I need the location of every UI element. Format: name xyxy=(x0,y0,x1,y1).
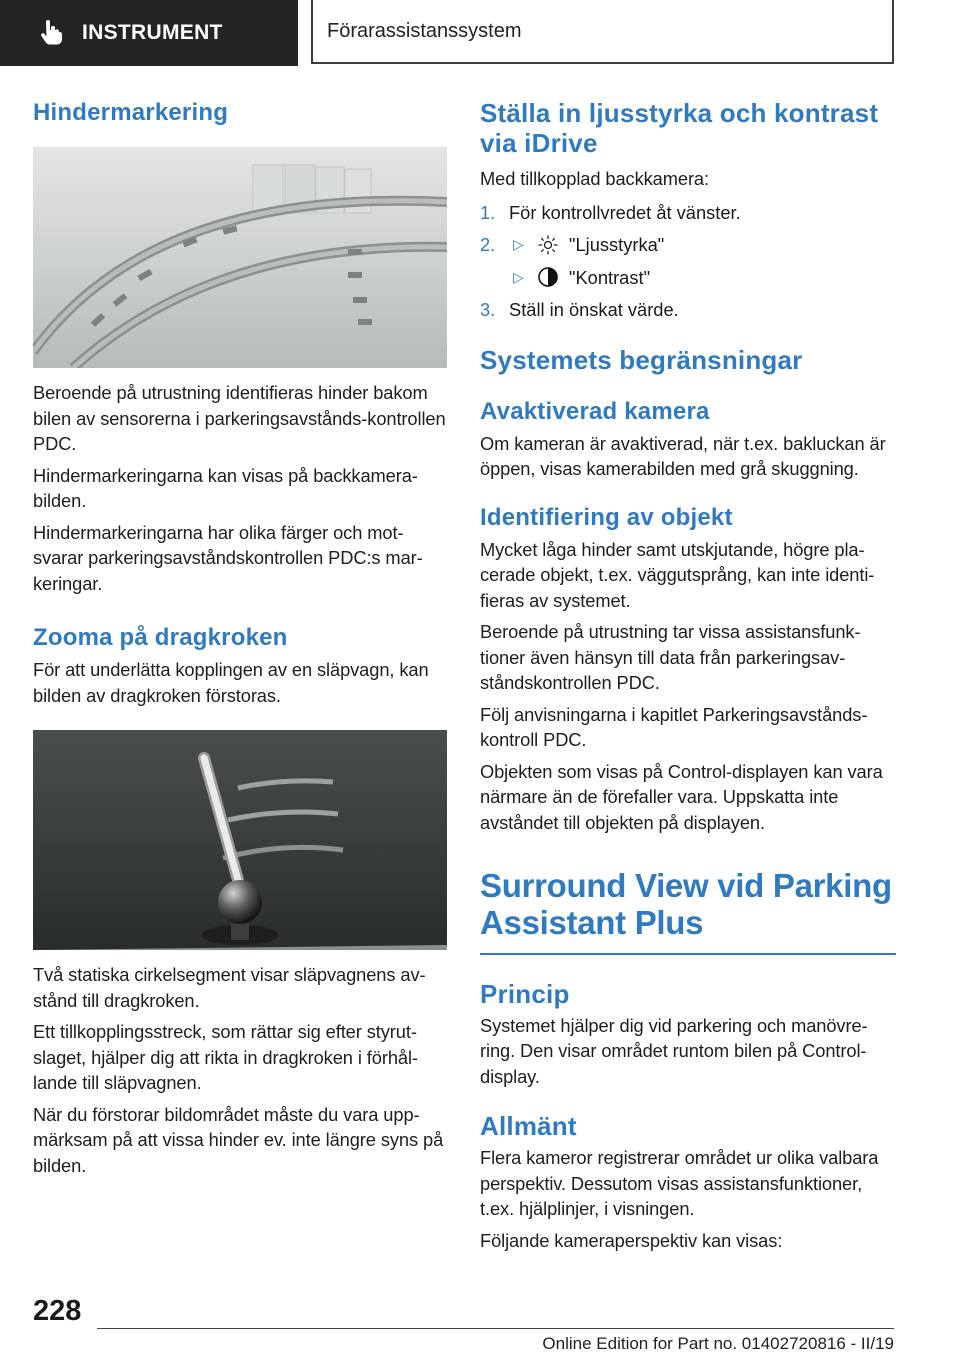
footer-divider xyxy=(97,1328,894,1329)
paragraph: Två statiska cirkelsegment visar släpvagnens av-stånd till dragkroken. xyxy=(33,964,426,1011)
tow-hook-illustration xyxy=(33,730,447,950)
triangle-marker: ▷ xyxy=(513,268,524,285)
paragraph: Ett tillkopplingsstreck, som rättar sig efter styrut-slaget, hjälper dig att rikta in dragkroken i förhål-lande till släpvagnen. xyxy=(33,1021,418,1093)
paragraph: Följ anvisningarna i kapitlet Parkeringsavstånds-kontroll PDC. xyxy=(480,703,868,750)
identifiering-heading: Identifiering av objekt xyxy=(480,503,733,531)
paragraph: Flera kameror registrerar området ur olika valbara perspektiv. Dessutom visas assistansfunktioner, t.ex. hjälplinjer, i visningen. xyxy=(480,1147,879,1219)
paragraph: Med tillkopplad backkamera: xyxy=(480,168,709,189)
step-text: För kontrollvredet åt vänster. xyxy=(509,201,741,223)
sub-item-contrast xyxy=(480,265,896,291)
paragraph: Objekten som visas på Control-displayen kan vara närmare än de förefaller vara. Uppskatta inte avståndet till objekten på displayen. xyxy=(480,760,883,833)
edition-text: Online Edition for Part no. 01402720816 - II/19 xyxy=(542,1334,894,1353)
steps-list xyxy=(480,200,896,258)
page-number: 228 xyxy=(33,1295,82,1327)
tow-hook-image xyxy=(33,730,447,950)
list-item xyxy=(480,232,896,258)
list-item xyxy=(480,200,896,226)
avaktiverad-heading: Avaktiverad kamera xyxy=(480,397,710,425)
paragraph: För att underlätta kopplingen av en släpvagn, kan bilden av dragkroken förstoras. xyxy=(33,659,429,706)
paragraph: När du förstorar bildområdet måste du vara upp-märksam på att vissa hinder ev. inte längre syns på bilden. xyxy=(33,1103,444,1176)
pointing-hand-icon xyxy=(38,20,64,46)
step-number: 1. xyxy=(480,201,496,223)
paragraph: Hindermarkeringarna kan visas på backkamera-bilden. xyxy=(33,464,418,511)
brightness-icon xyxy=(537,234,559,256)
begransningar-heading: Systemets begränsningar xyxy=(480,344,803,375)
zooma-heading: Zooma på dragkroken xyxy=(33,624,288,651)
princip-heading: Princip xyxy=(480,978,570,1009)
sub-item-brightness xyxy=(509,232,896,258)
heading-divider xyxy=(480,953,896,955)
camera-view-illustration xyxy=(33,147,447,368)
paragraph: Hindermarkeringarna har olika färger och mot-svarar parkeringsavståndskontrollen PDC:s mar-keringar. xyxy=(33,521,423,594)
step-number: 2. xyxy=(480,234,496,255)
paragraph: Mycket låga hinder samt utskjutande, högre pla-cerade objekt, t.ex. väggutsprång, kan inte identi-fieras av systemet. xyxy=(480,538,875,611)
triangle-marker: ▷ xyxy=(513,236,524,252)
paragraph: Systemet hjälper dig vid parkering och manövre-ring. Den visar området runtom bilen på Control-display. xyxy=(480,1014,868,1087)
section-label: INSTRUMENT xyxy=(82,21,223,44)
paragraph: Om kameran är avaktiverad, när t.ex. bakluckan är öppen, visas kamerabilden med grå skuggning. xyxy=(480,432,886,479)
hindermarkering-heading: Hindermarkering xyxy=(33,99,229,126)
steps-list xyxy=(480,297,896,323)
paragraph: Beroende på utrustning tar vissa assistansfunk-tioner även hänsyn till data från parkeringsav-ståndskontrollen PDC. xyxy=(480,621,861,693)
stalla-heading: Ställa in ljusstyrka och kontrast via iDrive xyxy=(480,98,879,158)
list-item xyxy=(480,297,896,323)
step-number: 3. xyxy=(480,299,496,320)
allmant-heading: Allmänt xyxy=(480,1111,577,1141)
obstacle-marking-image xyxy=(33,147,447,368)
contrast-icon xyxy=(537,266,559,288)
surround-view-heading: Surround View vid Parking Assistant Plus xyxy=(480,867,892,941)
paragraph: Följande kameraperspektiv kan visas: xyxy=(480,1229,783,1251)
paragraph: Beroende på utrustning identifieras hinder bakom bilen av sensorerna i parkeringsavstånds-kontrollen PDC. xyxy=(33,382,446,454)
sub-item-text: "Ljusstyrka" xyxy=(569,234,665,255)
chapter-title: Förarassistanssystem xyxy=(327,19,522,42)
left-column xyxy=(33,98,447,1178)
right-column xyxy=(480,98,896,1253)
section-tab[interactable] xyxy=(0,0,298,66)
sub-item-text: "Kontrast" xyxy=(569,266,651,288)
step-text: Ställ in önskat värde. xyxy=(509,299,679,320)
chapter-header xyxy=(311,0,894,64)
